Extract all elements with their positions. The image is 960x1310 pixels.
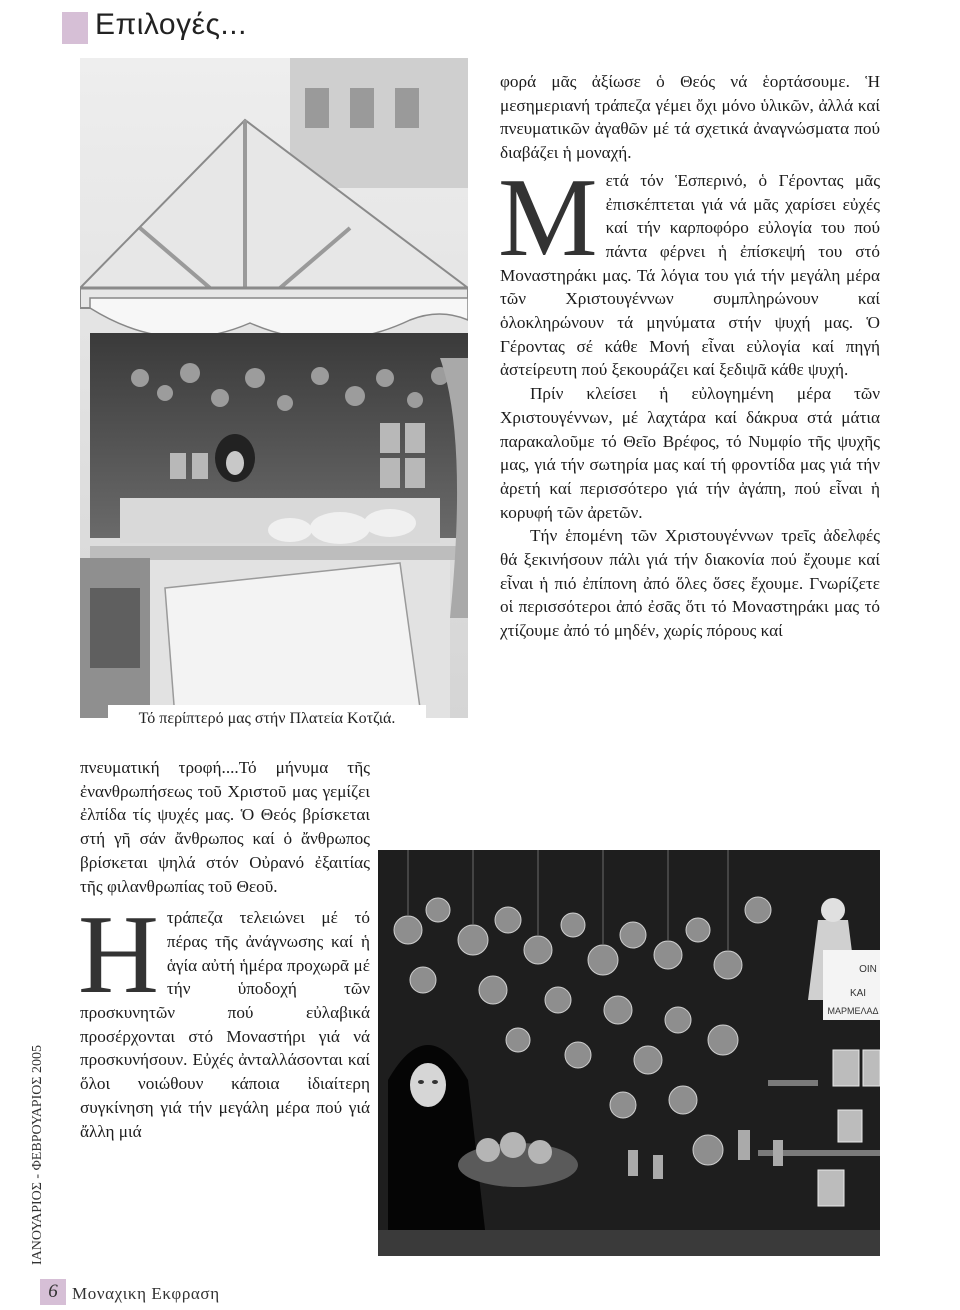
dropcap-eta: Η (78, 893, 159, 1018)
right-column-text (500, 70, 880, 643)
ornaments-photo-illustration (378, 850, 880, 1256)
ornaments-photo (378, 850, 880, 1256)
right-paragraph-2 (498, 155, 880, 382)
right-paragraph-4: Τήν ἑπομένη τῶν Χριστουγέννων τρεῖς ἀδελφές θά ξεκινήσουν πάλι γιά τήν διακονία πού ἔχουμε καί εἶναι ἡ πιό ἐπίπονη ἀπό ὅλες ὅσες ἔχουμε. Γνωρίζετε οἱ περισσότεροι ἀπό ἐσᾶς ὅτι τό Μοναστηράκι μας τό χτίζουμε ἀπό τό μηδέν, χωρίς πόρους καί (500, 526, 880, 641)
photo-caption: Τό περίπτερό μας στήν Πλατεία Κοτζιά. (108, 705, 426, 733)
issue-date-text: ΙΑΝΟΥΑΡΙΟΣ - ΦΕΒΡΟΥΑΡΙΟΣ 2005 (30, 1044, 45, 1266)
right-paragraph-3: Πρίν κλείσει ἡ εὐλογημένη μέρα τῶν Χριστουγέννων, μέ λαχτάρα καί δάκρυα στά μάτια παρακαλοῦμε τό Θεῖο Βρέφος, τό Νυμφίο τῆς ψυχῆς μας, γιά τήν σωτηρία μας καί τή φροντίδα μας γιά τήν ἀρετή καί περισσότερο γιά τήν ἀγάπη, πού εἶναι ἡ κορυφή τῶν ἀρετῶν. (500, 384, 880, 522)
kiosk-photo (80, 58, 468, 718)
section-title: Επιλογές... (95, 8, 247, 41)
left-paragraph-2-text: τράπεζα τελειώνει μέ τό πέρας τῆς ἀνάγνωσης καί ἡ ἁγία αὐτή ἡμέρα προχωρᾶ μέ τήν ὑποδοχή τῶν προσκυνητῶν πού εὐλαβικά προσέρχονται στό Μοναστήρι γιά νά προσκυνήσουν. Εὐχές ἀνταλλάσονται καί ὅλοι νοιώθουν κάποια ἰδιαίτερη συγκίνηση γιά τήν μεγάλη μέρα πού γιά ἄλλη μιά (80, 908, 370, 1141)
issue-date-sidebar (18, 1030, 58, 1280)
right-paragraph-1: φορά μᾶς ἀξίωσε ὁ Θεός νά ἑορτάσουμε. Ἡ μεσημεριανή τράπεζα γέμει ὄχι μόνο ὑλικῶν, ἀλλά καί πνευματικῶν ἀγαθῶν μέ τά σχετικά ἀναγνώσματα πού διαβάζει ἡ μοναχή. (500, 72, 880, 163)
section-header-tab (62, 12, 88, 44)
sign-text-2: ΚΑΙ (849, 988, 867, 999)
left-paragraph-1: πνευματική τροφή....Τό μήνυμα τῆς ἐνανθρωπήσεως τοῦ Χριστοῦ μας γεμίζει ἐλπίδα τίς ψυχές μας. Ὁ Θεός βρίσκεται στή γῆ σάν ἄνθρωπος καί ὁ ἄνθρωπος βρίσκεται ψηλά στόν Οὐρανό ἐξαιτίας τῆς φιλανθρωπίας τοῦ Θεοῦ. (80, 758, 370, 896)
right-paragraph-2-text: ετά τόν Ἑσπερινό, ὁ Γέροντας μᾶς ἐπισκέπτεται γιά νά μᾶς χαρίσει εὐχές καί τήν καρποφόρο εὐλογία του πού πάντα φέρνει ἡ ἐπίσκεψή του στό Μοναστηράκι μας. Τά λόγια του γιά τήν μεγάλη μέρα τῶν Χριστουγέννων συμπληρώνουν καί ὁλοκληρώνουν τά μηνύματα στήν ψυχή μας. Ὁ Γέροντας σέ κάθε Μονή εἶναι εὐλογία καί πηγή ἀστείρευτη πού ξεκουράζει καί ξεδιψᾶ κάθε ψυχή. (500, 170, 880, 380)
sign-text-1: ΟΙΝ (859, 964, 877, 975)
left-paragraph-2 (78, 893, 370, 1143)
left-column-text (80, 756, 370, 1143)
magazine-name: Μοναχικη Εκφραση (72, 1284, 220, 1303)
dropcap-mu: Μ (498, 155, 598, 280)
page-number: 6 (40, 1279, 66, 1305)
sign-text-3: ΜΑΡΜΕΛΑΔ (827, 1006, 879, 1016)
kiosk-photo-illustration (80, 58, 468, 718)
